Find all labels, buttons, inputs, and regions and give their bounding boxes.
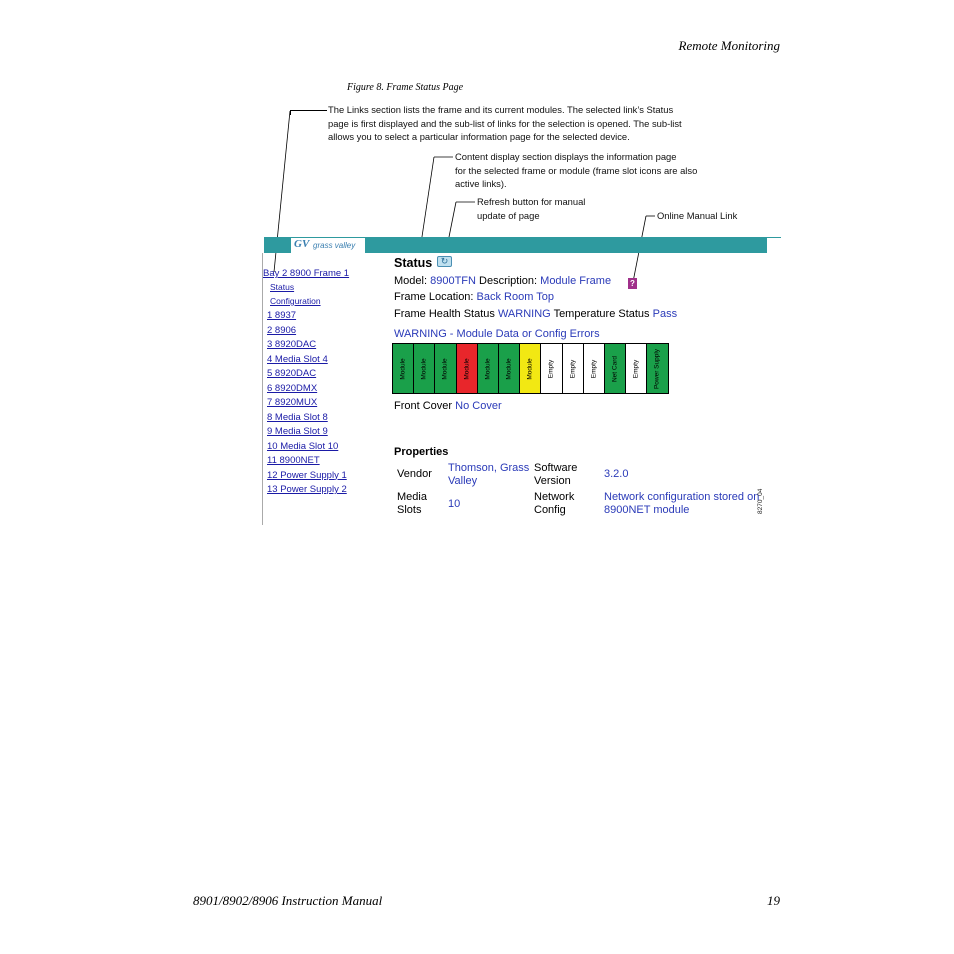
frame-slot-label: Module — [484, 357, 492, 380]
media-slots-label-line: Slots — [397, 504, 422, 516]
frame-slot-label: Empty — [590, 359, 598, 378]
nav-module-link[interactable]: 6 8920DMX — [267, 382, 318, 394]
annotation-line: Refresh button for manual — [477, 196, 586, 207]
software-version-value: 3.2.0 — [604, 468, 629, 480]
frame-slot-10[interactable] — [583, 343, 605, 394]
annotation-line: active links). — [455, 178, 507, 190]
software-label-line: Version — [534, 475, 571, 487]
nav-module-link[interactable]: 5 8920DAC — [267, 368, 317, 379]
frame-slot-label: Module — [526, 357, 534, 380]
model-label: Model: — [394, 275, 428, 287]
media-slots-label — [397, 491, 427, 517]
location-value: Back Room Top — [476, 291, 554, 303]
network-label-line: Config — [534, 504, 566, 516]
nav-module-link[interactable]: 9 Media Slot 9 — [267, 426, 328, 437]
temperature-label: Temperature Status — [553, 308, 650, 320]
model-value: 8900TFN — [430, 275, 476, 287]
help-icon[interactable]: ? — [628, 278, 637, 289]
vendor-label: Vendor — [397, 468, 432, 480]
frame-slot-11[interactable] — [604, 343, 626, 394]
nav-module-link[interactable]: 12 Power Supply 1 — [267, 469, 347, 481]
frame-slot-9[interactable] — [562, 343, 584, 394]
network-config-label — [534, 491, 574, 517]
front-cover-value: No Cover — [455, 400, 502, 412]
frame-slot-label: Module — [505, 357, 513, 380]
temperature-value: Pass — [652, 308, 678, 320]
frame-slot-6[interactable] — [498, 343, 520, 394]
annotation-line: The Links section lists the frame and its current modules. The selected link’s Status — [328, 104, 674, 115]
running-header: Remote Monitoring — [678, 38, 780, 53]
frame-slot-label: Module — [420, 357, 428, 380]
frame-slot-label: Empty — [632, 359, 640, 378]
front-cover-label: Front Cover — [394, 400, 453, 412]
health-row — [394, 308, 677, 320]
frame-slot-3[interactable] — [434, 343, 456, 394]
annotation-line: update of page — [477, 209, 540, 221]
location-label: Frame Location: — [394, 291, 474, 303]
refresh-icon[interactable]: ↻ — [437, 256, 452, 267]
nav-module-link[interactable]: 10 Media Slot 10 — [267, 440, 339, 452]
nav-frame-link[interactable]: Bay 2 8900 Frame 1 — [263, 268, 350, 279]
sidebar-divider — [262, 253, 263, 525]
network-value-line: 8900NET module — [604, 504, 690, 516]
model-row — [394, 275, 611, 287]
network-value-line: Network configuration stored on — [604, 491, 760, 503]
frame-slot-2[interactable] — [413, 343, 435, 394]
footer-page-number: 19 — [767, 893, 780, 908]
front-cover-row — [394, 400, 502, 412]
frame-slot-7[interactable] — [519, 343, 541, 394]
network-config-value — [604, 491, 759, 517]
description-label: Description: — [479, 275, 538, 287]
frame-slot-4[interactable] — [456, 343, 478, 394]
frame-slot-label: Module — [463, 357, 471, 380]
annotation-online-manual: Online Manual Link — [657, 210, 738, 221]
nav-configuration-link[interactable]: Configuration — [270, 296, 321, 306]
network-label-line: Network — [534, 491, 575, 503]
health-value: WARNING — [497, 308, 551, 320]
media-slots-value: 10 — [448, 498, 461, 510]
nav-status-link[interactable]: Status — [270, 282, 295, 292]
footer-manual-title: 8901/8902/8906 Instruction Manual — [193, 893, 383, 908]
location-row — [394, 291, 554, 303]
properties-title: Properties — [394, 446, 449, 458]
nav-module-link[interactable]: 11 8900NET — [267, 455, 320, 466]
frame-slot-5[interactable] — [477, 343, 499, 394]
vendor-value — [448, 462, 529, 488]
frame-slot-label: Module — [399, 357, 407, 380]
frame-slot-label: Module — [441, 357, 449, 380]
logo-text: grass valley — [313, 241, 356, 250]
frame-slot-8[interactable] — [540, 343, 562, 394]
nav-module-link[interactable]: 7 8920MUX — [267, 397, 318, 408]
frame-slot-1[interactable] — [392, 343, 414, 394]
nav-module-list — [267, 310, 347, 499]
frame-slot-label: Net Card — [611, 355, 619, 382]
annotation-line: page is first displayed and the sub-list of links for the selection is opened. The sub-list — [328, 117, 682, 129]
frame-slot-12[interactable] — [625, 343, 647, 394]
status-title: Status — [394, 256, 433, 270]
annotation-line: for the selected frame or module (frame slot icons are also — [455, 164, 698, 176]
software-label-line: Software — [534, 462, 578, 474]
frame-slot-13[interactable] — [646, 343, 668, 394]
vendor-value-line: Thomson, Grass — [448, 462, 530, 474]
frame-slot-label: Empty — [547, 359, 555, 378]
software-version-label — [534, 462, 577, 488]
nav-module-link[interactable]: 2 8906 — [267, 324, 297, 336]
annotation-line: Content display section displays the information page — [455, 151, 677, 162]
nav-module-link[interactable]: 3 8920DAC — [267, 339, 317, 350]
grass-valley-logo-icon: GV — [294, 238, 310, 250]
nav-module-link[interactable]: 13 Power Supply 2 — [267, 484, 347, 495]
warning-message: WARNING - Module Data or Config Errors — [394, 328, 600, 340]
frame-slot-label: Empty — [569, 359, 577, 378]
nav-module-link[interactable]: 1 8937 — [267, 310, 297, 321]
nav-module-link[interactable]: 8 Media Slot 8 — [267, 411, 328, 423]
header-bar-edge — [767, 237, 781, 238]
description-value: Module Frame — [540, 275, 612, 287]
health-label: Frame Health Status — [394, 308, 495, 320]
annotation-line: allows you to select a particular information page for the selected device. — [328, 131, 630, 143]
vendor-value-line: Valley — [448, 475, 478, 487]
figure-caption: Figure 8. Frame Status Page — [347, 82, 464, 93]
media-slots-label-line: Media — [397, 491, 427, 503]
frame-slot-label: Power Supply — [653, 348, 661, 389]
nav-module-link[interactable]: 4 Media Slot 4 — [267, 353, 328, 365]
figure-id: 8270_04 — [757, 488, 764, 514]
